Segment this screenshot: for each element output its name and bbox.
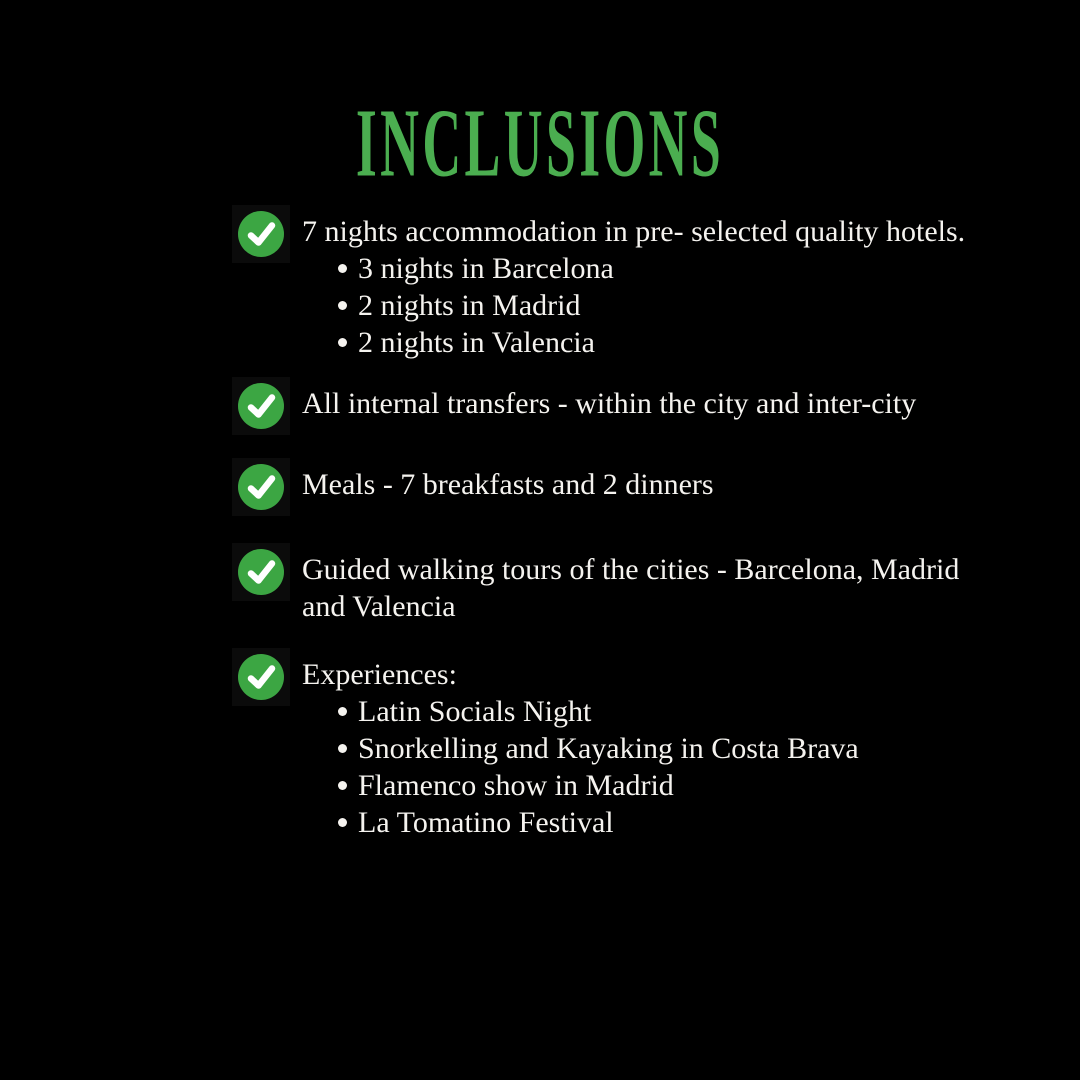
sub-item-label: 3 nights in Barcelona <box>358 251 614 285</box>
bullet-dot-icon <box>338 744 347 753</box>
bullet-dot-icon <box>338 781 347 790</box>
item-line: 7 nights accommodation in pre- selected quality hotels. <box>302 214 966 248</box>
check-circle-icon <box>232 377 290 435</box>
bullet-dot-icon <box>338 301 347 310</box>
inclusions-list <box>0 205 1080 841</box>
sub-item-label: 2 nights in Valencia <box>358 325 595 359</box>
sub-item-label: La Tomatino Festival <box>358 805 614 839</box>
sub-list-item <box>302 693 859 730</box>
sub-list-item <box>302 767 859 804</box>
list-item <box>232 543 1020 625</box>
list-item-text <box>302 205 965 361</box>
sub-list-item <box>302 324 965 361</box>
list-item-text <box>302 648 859 841</box>
list-item-text <box>302 458 714 503</box>
bullet-dot-icon <box>338 707 347 716</box>
check-circle-icon <box>232 543 290 601</box>
check-circle-icon <box>232 648 290 706</box>
sub-item-label: Flamenco show in Madrid <box>358 768 674 802</box>
bullet-dot-icon <box>338 338 347 347</box>
bullet-dot-icon <box>338 818 347 827</box>
sub-item-label: 2 nights in Madrid <box>358 288 581 322</box>
item-line: Guided walking tours of the cities - Barcelona, Madrid <box>302 552 960 586</box>
bullet-dot-icon <box>338 264 347 273</box>
sub-list-item <box>302 250 965 287</box>
page-title: INCLUSIONS <box>355 87 725 198</box>
sub-list-item <box>302 804 859 841</box>
sub-list-item <box>302 287 965 324</box>
sub-list-item <box>302 730 859 767</box>
list-item <box>232 205 1020 361</box>
check-circle-icon <box>232 205 290 263</box>
item-line: Meals - 7 breakfasts and 2 dinners <box>302 467 714 501</box>
item-line: Experiences: <box>302 657 457 691</box>
list-item-text <box>302 377 916 422</box>
sub-item-label: Latin Socials Night <box>358 694 592 728</box>
list-item <box>232 458 1020 516</box>
check-circle-icon <box>232 458 290 516</box>
sub-item-label: Snorkelling and Kayaking in Costa Brava <box>358 731 859 765</box>
list-item <box>232 377 1020 435</box>
list-item <box>232 648 1020 841</box>
list-item-text <box>302 543 959 625</box>
item-line: All internal transfers - within the city and inter-city <box>302 386 917 420</box>
item-line: and Valencia <box>302 589 456 623</box>
